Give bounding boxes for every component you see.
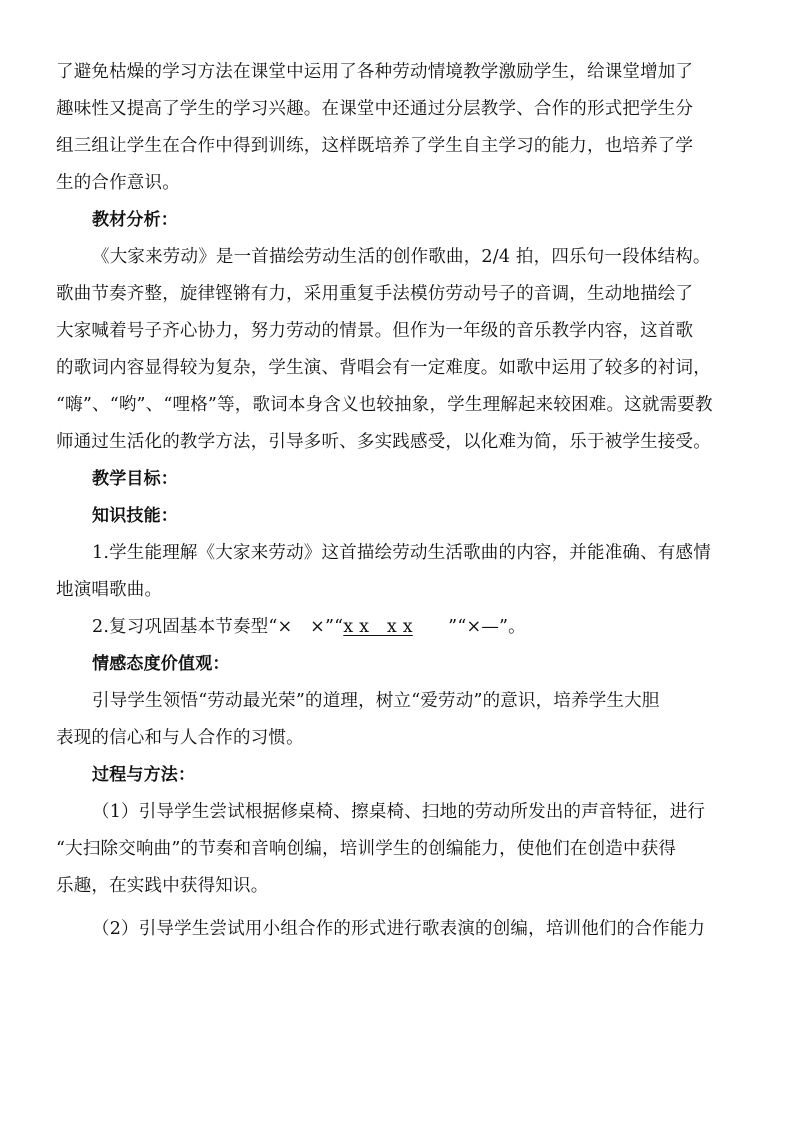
- paragraph-line: “大扫除交响曲”的节奏和音响创编，培训学生的创编能力，使他们在创造中获得: [56, 839, 677, 859]
- paragraph-line: 乐趣，在实践中获得知识。: [56, 876, 269, 896]
- paragraph-line: （2）引导学生尝试用小组合作的形式进行歌表演的创编，培训他们的合作能力: [92, 919, 706, 939]
- paragraph-line: 生的合作意识。: [56, 173, 180, 193]
- heading-process-methods: 过程与方法：: [92, 765, 196, 785]
- rhythm-pattern-line: [56, 609, 746, 646]
- paragraph-line: 大家喊着号子齐心协力，努力劳动的情景。但作为一年级的音乐教学内容，这首歌: [56, 321, 694, 341]
- paragraph-line: 《大家来劳动》是一首描绘劳动生活的创作歌曲，2/4 拍，四乐句一段体结构。: [92, 247, 711, 267]
- paragraph-line: 师通过生活化的教学方法，引导多听、多实践感受，以化难为简，乐于被学生接受。: [56, 432, 711, 452]
- paragraph-line: 引导学生领悟“劳动最光荣”的道理，树立“爱劳动”的意识，培养学生大胆: [92, 691, 660, 711]
- paragraph-line: 组三组让学生在合作中得到训练，这样既培养了学生自主学习的能力，也培养了学: [56, 136, 694, 156]
- paragraph-line: 歌曲节奏齐整，旋律铿锵有力，采用重复手法模仿劳动号子的音调，生动地描绘了: [56, 284, 694, 304]
- rhythm-text-prefix: 2.复习巩固基本节奏型“× ×”“: [92, 617, 344, 637]
- heading-emotion-values: 情感态度价值观：: [92, 654, 230, 674]
- paragraph-line: “嗨”、“哟”、“哩格”等，歌词本身含义也较抽象，学生理解起来较困难。这就需要教: [56, 395, 713, 415]
- document-body: [56, 54, 746, 948]
- paragraph-line: 的歌词内容显得较为复杂，学生演、背唱会有一定难度。如歌中运用了较多的衬词，: [56, 358, 711, 378]
- rhythm-underlined-pattern: x x x x: [343, 617, 413, 637]
- paragraph-line: 地演唱歌曲。: [56, 580, 163, 600]
- paragraph-line: 1.学生能理解《大家来劳动》这首描绘劳动生活歌曲的内容，并能准确、有感情: [92, 543, 711, 563]
- paragraph-line: 表现的信心和与人合作的习惯。: [56, 728, 304, 748]
- heading-teaching-goals: 教学目标：: [92, 469, 178, 489]
- rhythm-text-suffix: ”“×—”。: [412, 617, 526, 637]
- paragraph-line: 了避免枯燥的学习方法在课堂中运用了各种劳动情境教学激励学生，给课堂增加了: [56, 62, 694, 82]
- paragraph-line: 趣味性又提高了学生的学习兴趣。在课堂中还通过分层教学、合作的形式把学生分: [56, 99, 694, 119]
- paragraph-line: （1）引导学生尝试根据修桌椅、擦桌椅、扫地的劳动所发出的声音特征，进行: [92, 802, 706, 822]
- heading-knowledge-skills: 知识技能：: [92, 506, 178, 526]
- heading-material-analysis: 教材分析：: [92, 210, 178, 230]
